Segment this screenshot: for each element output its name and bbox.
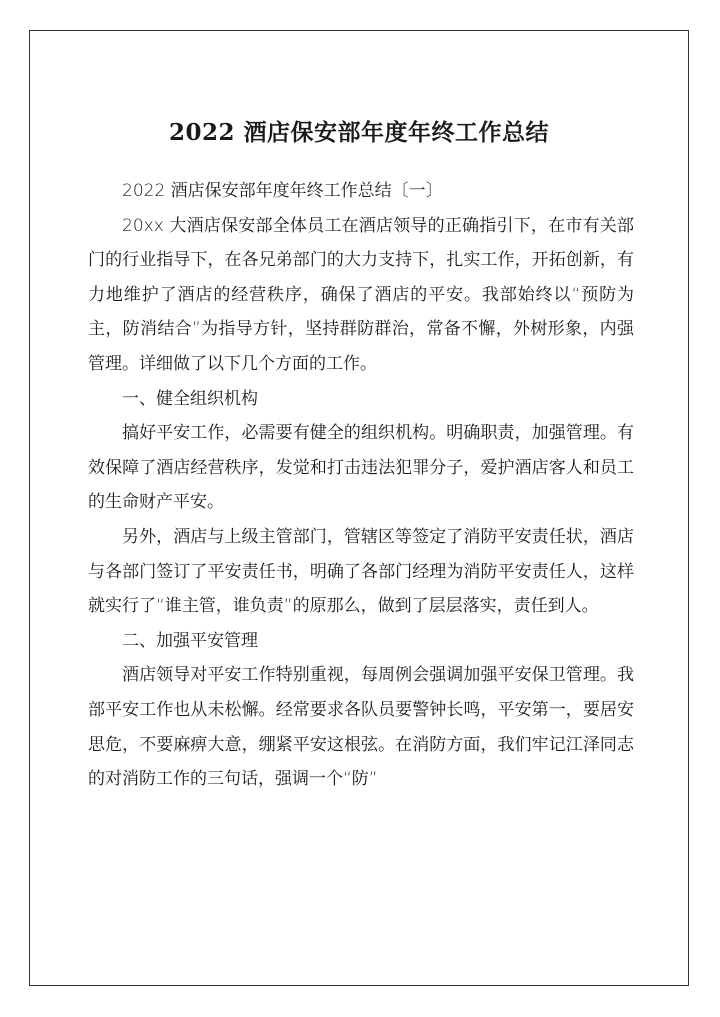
document-body: [88, 174, 634, 797]
body-paragraph: 另外，酒店与上级主管部门，管辖区等签定了消防平安责任状，酒店与各部门签订了平安责任书，明确了各部门经理为消防平安责任人，这样就实行了“谁主管，谁负责”的原那么，做到了层层落实，责任到人。: [88, 526, 634, 617]
body-paragraph: 酒店领导对平安工作特别重视，每周例会强调加强平安保卫管理。我部平安工作也从未松懈。经常要求各队员要警钟长鸣，平安第一，要居安思危，不要麻痹大意，绷紧平安这根弦。在消防方面，我们牢记江泽同志的对消防工作的三句话，强调一个“防”: [88, 665, 634, 790]
body-paragraph: 20xx 大酒店保安部全体员工在酒店领导的正确指引下，在市有关部门的行业指导下，在各兄弟部门的大力支持下，扎实工作，开拓创新，有力地维护了酒店的经营秩序，确保了酒店的平安。我部始终以“预防为主，防消结合”为指导方针，坚持群防群治，常备不懈，外树形象，内强管理。详细做了以下几个方面的工作。: [88, 215, 634, 374]
section-heading: 二、加强平安管理: [122, 630, 258, 651]
document-title: 2022 酒店保安部年度年终工作总结: [168, 119, 550, 146]
body-paragraph: 搞好平安工作，必需要有健全的组织机构。明确职责，加强管理。有效保障了酒店经营秩序，发觉和打击违法犯罪分子，爱护酒店客人和员工的生命财产平安。: [88, 423, 634, 513]
subtitle-paragraph: 2022 酒店保安部年度年终工作总结〔一〕: [122, 181, 443, 201]
section-heading: 一、健全组织机构: [122, 388, 258, 409]
